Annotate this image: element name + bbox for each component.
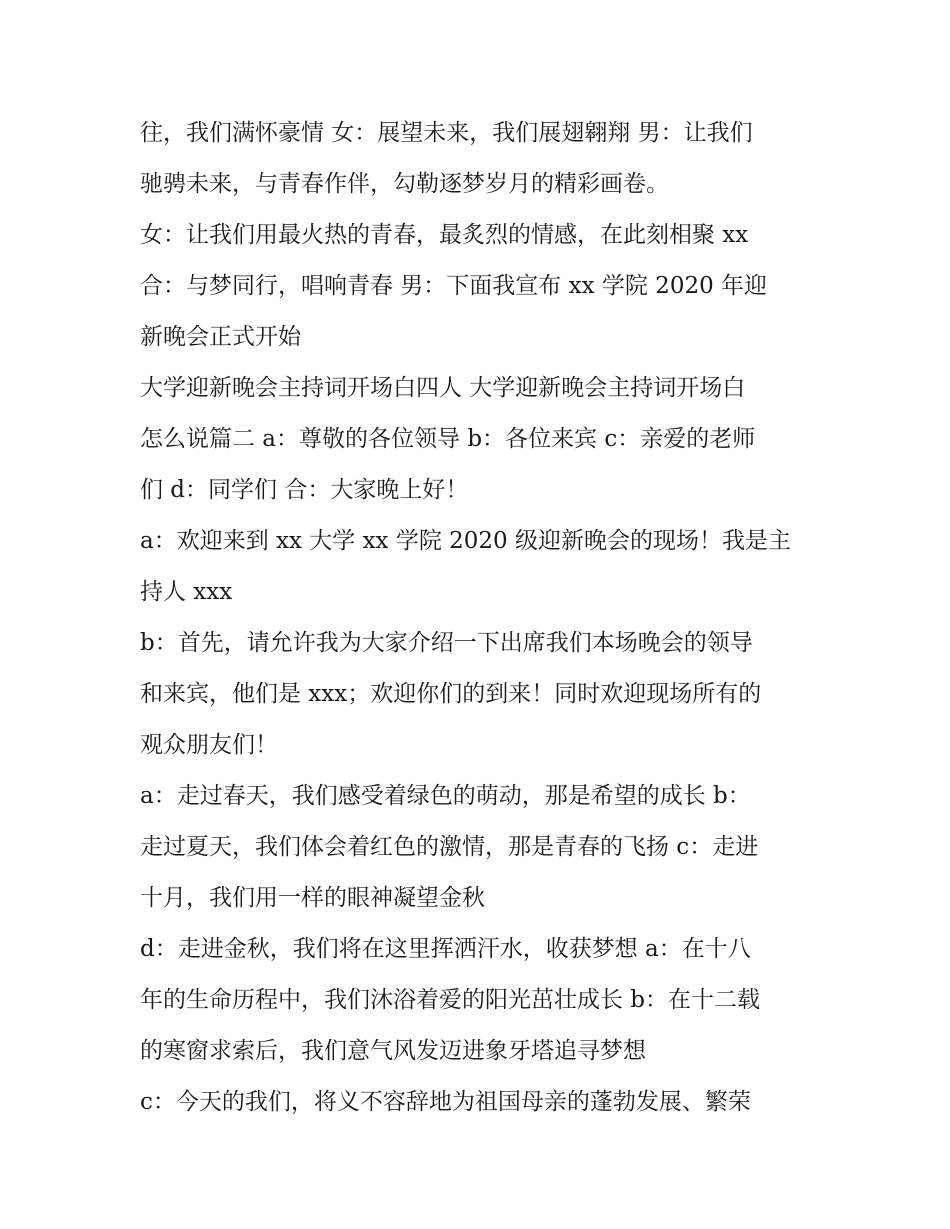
text-line: 新晚会正式开始 [140, 324, 301, 350]
text-line: b：首先，请允许我为大家介绍一下出席我们本场晚会的领导 [140, 630, 753, 656]
text-line: 观众朋友们！ [140, 732, 278, 758]
text-line: 十月，我们用一样的眼神凝望金秋 [140, 885, 485, 911]
text-line: 年的生命历程中，我们沐浴着爱的阳光茁壮成长 b：在十二载 [140, 987, 761, 1013]
text-line: 驰骋未来，与青春作伴，勾勒逐梦岁月的精彩画卷。 [140, 171, 669, 197]
document-body [140, 108, 820, 1128]
text-line: c：今天的我们，将义不容辞地为祖国母亲的蓬勃发展、繁荣 [140, 1089, 751, 1115]
text-line: 合：与梦同行，唱响青春 男：下面我宣布 xx 学院 2020 年迎 [140, 273, 768, 299]
text-line: d：走进金秋，我们将在这里挥洒汗水，收获梦想 a：在十八 [140, 936, 751, 962]
text-line: 大学迎新晚会主持词开场白四人 大学迎新晚会主持词开场白 [140, 375, 746, 401]
text-line: 怎么说篇二 a：尊敬的各位领导 b：各位来宾 c：亲爱的老师 [140, 426, 756, 452]
text-line: a：走过春天，我们感受着绿色的萌动，那是希望的成长 b： [140, 783, 751, 809]
text-line: 走过夏天，我们体会着红色的激情，那是青春的飞扬 c：走进 [140, 834, 759, 860]
text-line: 和来宾，他们是 xxx；欢迎你们的到来！同时欢迎现场所有的 [140, 681, 762, 707]
text-line: 女：让我们用最火热的青春，最炙烈的情感，在此刻相聚 xx [140, 222, 749, 248]
text-line: 持人 xxx [140, 579, 233, 605]
text-line: 的寒窗求索后，我们意气风发迈进象牙塔追寻梦想 [140, 1038, 646, 1064]
text-line: 往，我们满怀豪情 女：展望未来，我们展翅翱翔 男：让我们 [140, 120, 753, 146]
text-line: 们 d：同学们 合：大家晚上好！ [140, 477, 469, 503]
text-line: a：欢迎来到 xx 大学 xx 学院 2020 级迎新晚会的现场！我是主 [140, 528, 791, 554]
